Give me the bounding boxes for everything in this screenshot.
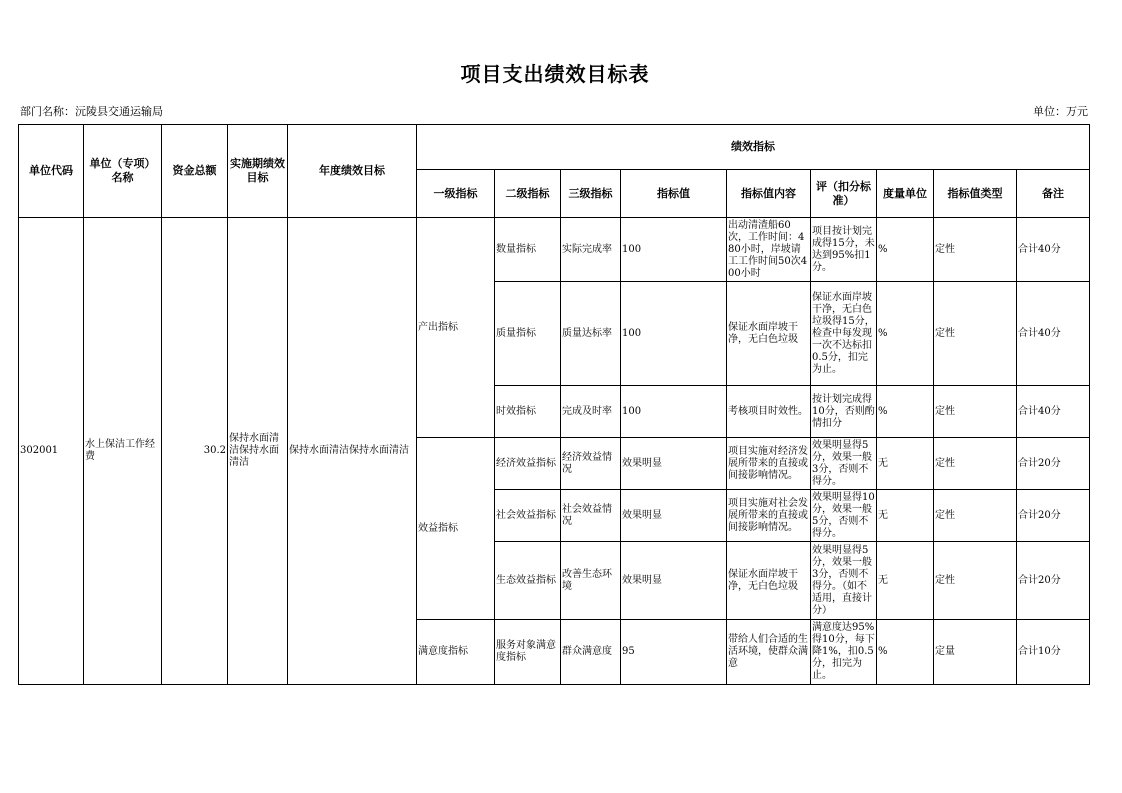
scoring-cell: 按计划完成得10分，否则酌情扣分 (811, 386, 877, 438)
remark-cell: 合计40分 (1017, 218, 1090, 282)
level2-cell: 服务对象满意度指标 (495, 620, 561, 685)
value-content-cell: 保证水面岸坡干净，无白色垃圾 (727, 542, 811, 620)
header-remark: 备注 (1017, 170, 1090, 218)
level2-cell: 质量指标 (495, 282, 561, 386)
level3-cell: 质量达标率 (561, 282, 621, 386)
value-type-cell: 定性 (934, 386, 1017, 438)
unit-code-cell: 302001 (19, 218, 84, 685)
level2-cell: 经济效益指标 (495, 438, 561, 490)
value-content-cell: 项目实施对经济发展所带来的直接或间接影响情况。 (727, 438, 811, 490)
indicator-value-cell: 100 (621, 282, 727, 386)
header-level1: 一级指标 (417, 170, 495, 218)
remark-cell: 合计10分 (1017, 620, 1090, 685)
remark-cell: 合计40分 (1017, 386, 1090, 438)
measure-unit-cell: 无 (877, 490, 934, 542)
value-content-cell: 项目实施对社会发展所带来的直接或间接影响情况。 (727, 490, 811, 542)
period-goal-cell: 保持水面清洁保持水面清洁 (228, 218, 288, 685)
value-type-cell: 定性 (934, 218, 1017, 282)
remark-cell: 合计20分 (1017, 490, 1090, 542)
level1-cell: 产出指标 (417, 218, 495, 438)
scoring-cell: 项目按计划完成得15分，未达到95%扣1分。 (811, 218, 877, 282)
measure-unit-cell: % (877, 218, 934, 282)
value-type-cell: 定性 (934, 490, 1017, 542)
header-performance-indicators: 绩效指标 (417, 125, 1090, 170)
level2-cell: 时效指标 (495, 386, 561, 438)
level3-cell: 改善生态环境 (561, 542, 621, 620)
level2-cell: 数量指标 (495, 218, 561, 282)
level3-cell: 完成及时率 (561, 386, 621, 438)
value-type-cell: 定性 (934, 282, 1017, 386)
measure-unit-cell: 无 (877, 438, 934, 490)
level1-cell: 满意度指标 (417, 620, 495, 685)
header-period-goal: 实施期绩效目标 (228, 125, 288, 218)
value-content-cell: 考核项目时效性。 (727, 386, 811, 438)
currency-unit: 单位：万元 (1033, 105, 1088, 118)
measure-unit-cell: % (877, 620, 934, 685)
header-value-content: 指标值内容 (727, 170, 811, 218)
scoring-cell: 保证水面岸坡干净，无白色垃圾得15分，检查中每发现一次不达标扣0.5分，扣完为止。 (811, 282, 877, 386)
remark-cell: 合计20分 (1017, 542, 1090, 620)
header-annual-goal: 年度绩效目标 (288, 125, 417, 218)
header-value-type: 指标值类型 (934, 170, 1017, 218)
indicator-value-cell: 100 (621, 218, 727, 282)
scoring-cell: 效果明显得10分，效果一般5分，否则不得分。 (811, 490, 877, 542)
indicator-value-cell: 100 (621, 386, 727, 438)
annual-goal-cell: 保持水面清洁保持水面清洁 (288, 218, 417, 685)
value-type-cell: 定性 (934, 438, 1017, 490)
scoring-cell: 满意度达95%得10分，每下降1%，扣0.5分，扣完为止。 (811, 620, 877, 685)
scoring-cell: 效果明显得5分，效果一般3分，否则不得分。 (811, 438, 877, 490)
header-unit-name: 单位（专项）名称 (84, 125, 162, 218)
header-unit-code: 单位代码 (19, 125, 84, 218)
department-name: 部门名称：沅陵县交通运输局 (20, 105, 163, 118)
level3-cell: 社会效益情况 (561, 490, 621, 542)
level2-cell: 生态效益指标 (495, 542, 561, 620)
value-content-cell: 带给人们合适的生活环境，使群众满意 (727, 620, 811, 685)
scoring-cell: 效果明显得5分，效果一般3分，否则不得分。（如不适用，直接计分） (811, 542, 877, 620)
value-content-cell: 出动清渣船60次，工作时间：480小时，岸坡请工工作时间50次400小时 (727, 218, 811, 282)
indicator-value-cell: 95 (621, 620, 727, 685)
value-content-cell: 保证水面岸坡干净，无白色垃圾 (727, 282, 811, 386)
header-scoring: 评（扣分标准） (811, 170, 877, 218)
header-indicator-value: 指标值 (621, 170, 727, 218)
indicator-value-cell: 效果明显 (621, 490, 727, 542)
header-total-funds: 资金总额 (162, 125, 228, 218)
indicator-value-cell: 效果明显 (621, 542, 727, 620)
header-level3: 三级指标 (561, 170, 621, 218)
measure-unit-cell: % (877, 282, 934, 386)
level3-cell: 经济效益情况 (561, 438, 621, 490)
level3-cell: 实际完成率 (561, 218, 621, 282)
indicator-value-cell: 效果明显 (621, 438, 727, 490)
level1-cell: 效益指标 (417, 438, 495, 620)
remark-cell: 合计40分 (1017, 282, 1090, 386)
value-type-cell: 定量 (934, 620, 1017, 685)
level2-cell: 社会效益指标 (495, 490, 561, 542)
performance-table (18, 124, 1090, 685)
unit-name-cell: 水上保洁工作经费 (84, 218, 162, 685)
measure-unit-cell: 无 (877, 542, 934, 620)
page-title: 项目支出绩效目标表 (460, 62, 650, 86)
level3-cell: 群众满意度 (561, 620, 621, 685)
header-level2: 二级指标 (495, 170, 561, 218)
total-funds-cell: 30.2 (162, 218, 228, 685)
measure-unit-cell: % (877, 386, 934, 438)
header-measure-unit: 度量单位 (877, 170, 934, 218)
value-type-cell: 定性 (934, 542, 1017, 620)
remark-cell: 合计20分 (1017, 438, 1090, 490)
